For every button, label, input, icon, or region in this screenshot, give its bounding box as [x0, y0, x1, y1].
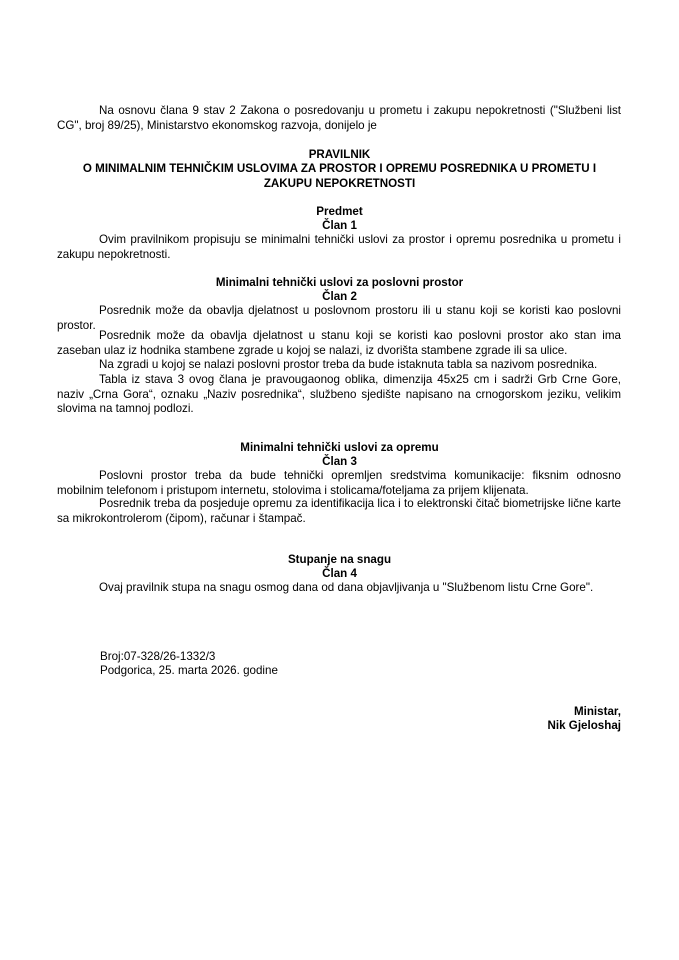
section-heading: Predmet [316, 205, 363, 218]
title-line-2: O MINIMALNIM TEHNIČKIM USLOVIMA ZA PROSTOR I OPREMU POSREDNIKA U PROMETU I [82, 162, 597, 175]
section-heading: Minimalni tehnički uslovi za opremu [240, 441, 439, 454]
paragraph: Na zgradi u kojoj se nalazi poslovni prostor treba da bude istaknuta tabla sa nazivom posrednika. [99, 358, 598, 371]
preamble: Na osnovu člana 9 stav 2 Zakona o posredovanju u prometu i zakupu nepokretnosti ("Službeni list CG", broj 89/25), Ministarstvo ekonomskog razvoja, donijelo je [57, 104, 621, 132]
section-heading: Minimalni tehnički uslovi za poslovni prostor [215, 276, 464, 289]
place-and-date: Podgorica, 25. marta 2026. godine [100, 664, 278, 677]
section-heading: Stupanje na snagu [287, 553, 392, 566]
article-number: Član 2 [322, 290, 357, 303]
signatory-name: Nik Gjeloshaj [547, 719, 621, 732]
title-line-1: PRAVILNIK [308, 148, 371, 161]
paragraph: Posrednik može da obavlja djelatnost u stanu koji se koristi kao poslovni prostor ako stan ima zaseban ulaz iz hodnika stambene zgrade u kojoj se nalazi, iz dvorišta stambene zgrade ili sa ulice. [57, 329, 621, 357]
paragraph: Tabla iz stava 3 ovog člana je pravougaonog oblika, dimenzija 45x25 cm i sadrži Grb Crne Gore, naziv „Crna Gora“, oznaku „Naziv posrednika“, službeno sjedište napisano na crnogorskom jeziku, velikim slovima na tamnoj podlozi. [57, 373, 621, 416]
paragraph: Posrednik treba da posjeduje opremu za identifikacija lica i to elektronski čitač biometrijske lične karte sa mikrokontrolerom (čipom), računar i štampač. [57, 497, 621, 525]
title-line-3: ZAKUPU NEPOKRETNOSTI [263, 177, 416, 190]
article-number: Član 4 [322, 567, 357, 580]
document-number: Broj:07-328/26-1332/3 [100, 650, 216, 663]
paragraph: Ovaj pravilnik stupa na snagu osmog dana od dana objavljivanja u "Službenom listu Crne Gore". [99, 581, 594, 594]
paragraph: Posrednik može da obavlja djelatnost u poslovnom prostoru ili u stanu koji se koristi kao poslovni prostor. [57, 304, 621, 332]
article-number: Član 3 [322, 455, 357, 468]
paragraph: Ovim pravilnikom propisuju se minimalni tehnički uslovi za prostor i opremu posrednika u prometu i zakupu nepokretnosti. [57, 233, 621, 261]
article-number: Član 1 [322, 219, 357, 232]
paragraph: Poslovni prostor treba da bude tehnički opremljen sredstvima komunikacije: fiksnim odnosno mobilnim telefonom i pristupom internetu, stolovima i stolicama/foteljama za prijem klijenata. [57, 469, 621, 497]
signatory-role: Ministar, [573, 705, 621, 718]
